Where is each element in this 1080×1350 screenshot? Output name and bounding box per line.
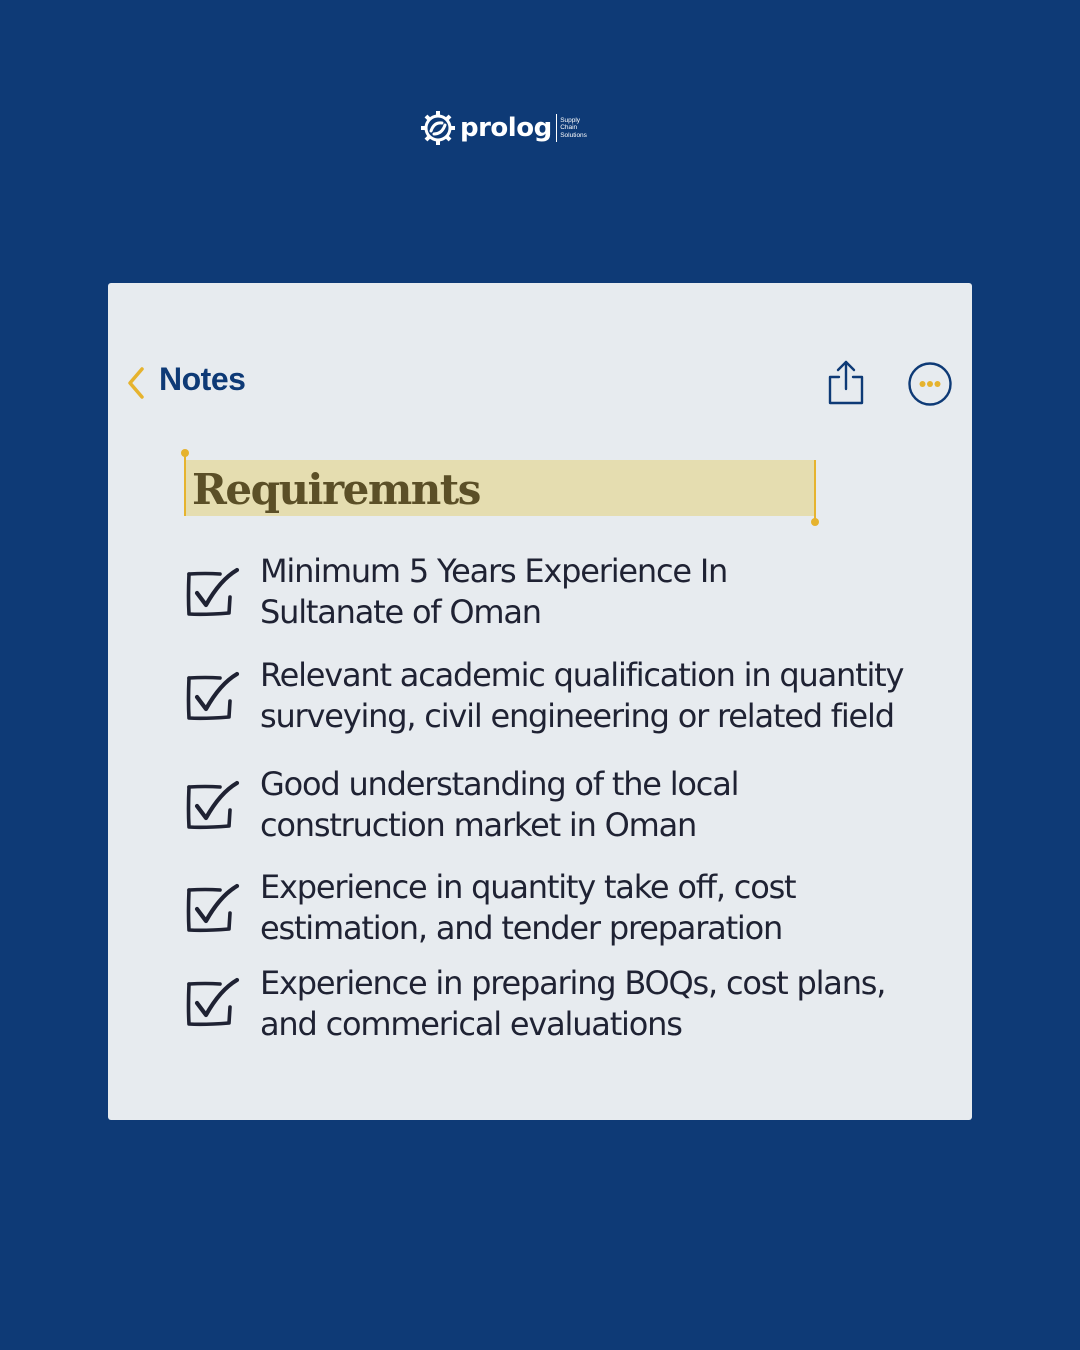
checklist-item-line: Sultanate of Oman — [260, 593, 541, 631]
brand-logo — [420, 108, 587, 148]
checklist-item-line: Relevant academic qualification in quantity — [260, 656, 904, 694]
checklist-item-line: construction market in Oman — [260, 806, 697, 844]
brand-tagline-line: Supply — [560, 116, 581, 124]
brand-tagline-line: Chain — [560, 124, 578, 132]
notes-card — [108, 283, 972, 1120]
checklist-item-text — [260, 551, 960, 633]
selection-handle-start-knob[interactable] — [181, 449, 189, 457]
note-heading: Requiremnts — [192, 465, 480, 514]
gear-logo-icon — [420, 110, 456, 146]
checklist-item-line: surveying, civil engineering or related field — [260, 697, 894, 735]
brand-tagline-line: Solutions — [560, 131, 587, 139]
checklist-item — [184, 764, 964, 854]
checklist-item-line: Experience in quantity take off, cost — [260, 868, 796, 906]
checklist-item-text — [260, 867, 960, 949]
checklist-item-line: Good understanding of the local — [260, 765, 739, 803]
selection-handle-end[interactable] — [814, 460, 816, 521]
checkbox-checked-icon[interactable] — [184, 567, 242, 619]
back-to-notes-link[interactable]: Notes — [159, 361, 246, 397]
brand-name: prolog — [460, 113, 552, 143]
checklist-item — [184, 551, 964, 641]
checklist-item-text — [260, 655, 960, 737]
checklist-item-line: Minimum 5 Years Experience In — [260, 552, 728, 590]
checklist-item — [184, 655, 964, 745]
checklist-item-line: estimation, and tender preparation — [260, 909, 783, 947]
checklist-item-text — [260, 963, 960, 1045]
checkbox-checked-icon[interactable] — [184, 780, 242, 832]
checkbox-checked-icon[interactable] — [184, 883, 242, 935]
checklist-item — [184, 867, 964, 957]
checklist-item-text — [260, 764, 960, 846]
more-options-icon[interactable] — [908, 362, 952, 406]
share-icon[interactable] — [826, 359, 866, 407]
checklist-item-line: and commerical evaluations — [260, 1005, 682, 1043]
checkbox-checked-icon[interactable] — [184, 977, 242, 1029]
brand-divider — [556, 114, 558, 142]
selection-handle-end-knob[interactable] — [811, 518, 819, 526]
checklist-item-line: Experience in preparing BOQs, cost plans, — [260, 964, 886, 1002]
chevron-left-icon[interactable] — [126, 366, 146, 400]
selection-handle-start[interactable] — [184, 453, 186, 516]
checklist-item — [184, 963, 964, 1053]
note-heading-selection[interactable] — [184, 451, 818, 527]
brand-tagline — [560, 117, 587, 140]
checkbox-checked-icon[interactable] — [184, 671, 242, 723]
